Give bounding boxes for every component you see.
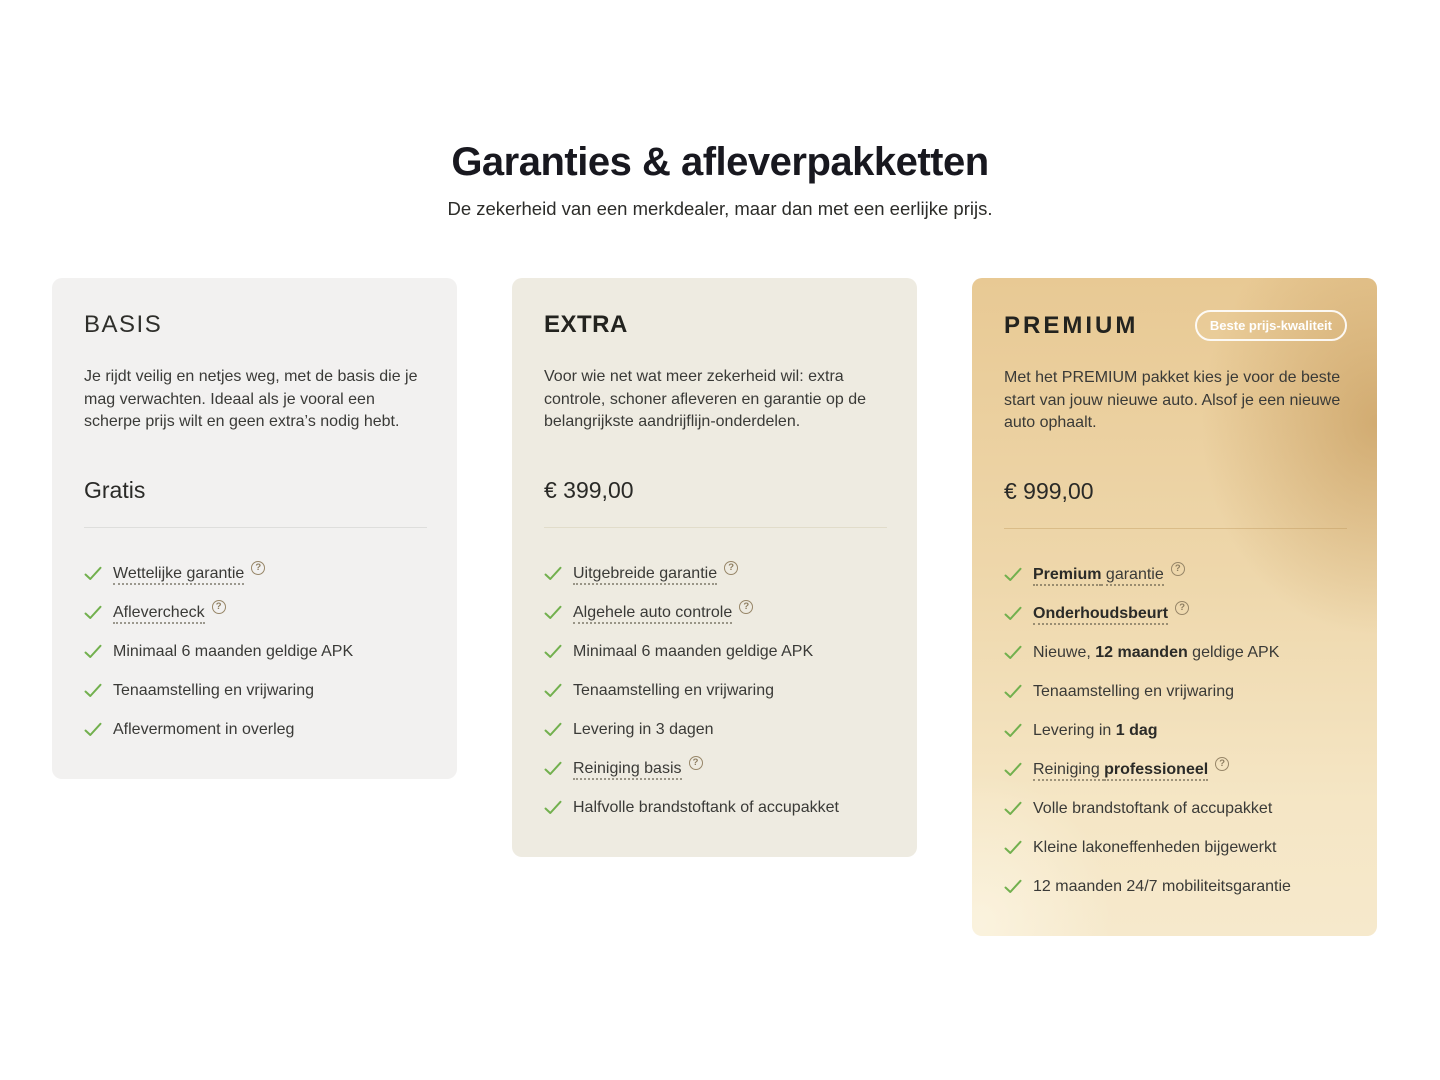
feature-label bbox=[1033, 644, 1279, 662]
feature-item bbox=[1004, 683, 1347, 701]
check-icon bbox=[1004, 684, 1022, 699]
check-icon bbox=[1004, 840, 1022, 855]
check-icon bbox=[84, 605, 102, 620]
check-icon bbox=[544, 761, 562, 776]
feature-term-link[interactable]: Wettelijke garantie bbox=[113, 565, 244, 585]
check-icon bbox=[544, 722, 562, 737]
feature-label bbox=[1033, 761, 1208, 779]
check-icon bbox=[84, 566, 102, 581]
feature-item bbox=[1004, 722, 1347, 740]
feature-item bbox=[544, 601, 887, 622]
feature-term-link[interactable]: Reiniging bbox=[1033, 761, 1104, 781]
check-icon bbox=[1004, 801, 1022, 816]
check-icon bbox=[1004, 762, 1022, 777]
feature-text: Levering in 3 dagen bbox=[573, 720, 714, 738]
check-icon bbox=[1004, 879, 1022, 894]
feature-text: geldige APK bbox=[1187, 643, 1280, 661]
feature-text: Minimaal 6 maanden geldige APK bbox=[573, 642, 814, 660]
feature-text: Tenaamstelling en vrijwaring bbox=[1033, 682, 1234, 700]
feature-text: Minimaal 6 maanden geldige APK bbox=[113, 642, 354, 660]
feature-text: 1 dag bbox=[1115, 721, 1158, 739]
feature-term-link[interactable]: Aflevercheck bbox=[113, 604, 205, 624]
divider bbox=[1004, 528, 1347, 529]
feature-term-link[interactable]: Onderhoudsbeurt bbox=[1033, 605, 1168, 625]
check-icon bbox=[1004, 606, 1022, 621]
feature-label bbox=[573, 565, 717, 583]
feature-label bbox=[573, 682, 774, 700]
package-card-premium bbox=[972, 278, 1377, 936]
feature-item bbox=[1004, 878, 1347, 896]
package-cards-row bbox=[0, 278, 1440, 936]
check-icon bbox=[84, 722, 102, 737]
divider bbox=[84, 527, 427, 528]
card-header bbox=[544, 310, 887, 340]
card-header bbox=[1004, 310, 1347, 341]
feature-item bbox=[1004, 839, 1347, 857]
check-icon bbox=[544, 566, 562, 581]
page-header bbox=[0, 0, 1440, 220]
feature-item bbox=[544, 721, 887, 739]
feature-label bbox=[1033, 839, 1276, 857]
feature-item bbox=[544, 799, 887, 817]
feature-label bbox=[1033, 800, 1272, 818]
feature-item bbox=[1004, 758, 1347, 779]
help-icon[interactable]: ? bbox=[1171, 562, 1185, 576]
feature-item bbox=[84, 601, 427, 622]
feature-item bbox=[84, 562, 427, 583]
feature-label bbox=[113, 721, 294, 739]
help-icon[interactable]: ? bbox=[1215, 757, 1229, 771]
package-card-basis bbox=[52, 278, 457, 779]
help-icon[interactable]: ? bbox=[251, 561, 265, 575]
check-icon bbox=[1004, 723, 1022, 738]
feature-text: Nieuwe, bbox=[1033, 643, 1096, 661]
feature-label bbox=[573, 799, 839, 817]
feature-term-link[interactable]: Reiniging basis bbox=[573, 760, 682, 780]
card-header bbox=[84, 310, 427, 340]
feature-label bbox=[1033, 878, 1291, 896]
feature-text: 12 maanden 24/7 mobiliteitsgarantie bbox=[1033, 877, 1291, 895]
card-price-premium: € 999,00 bbox=[1004, 477, 1094, 504]
package-card-extra bbox=[512, 278, 917, 857]
card-price-extra: € 399,00 bbox=[544, 476, 634, 503]
feature-item bbox=[544, 757, 887, 778]
feature-text: Aflevermoment in overleg bbox=[113, 720, 295, 738]
feature-item bbox=[1004, 563, 1347, 584]
card-description-extra: Voor wie net wat meer zekerheid wil: extra controle, schoner afleveren en garantie op de belangrijkste aandrijflijn-onderdelen. bbox=[544, 368, 866, 430]
feature-text: 12 maanden bbox=[1095, 643, 1188, 661]
card-title-basis: BASIS bbox=[84, 311, 163, 338]
feature-item bbox=[1004, 800, 1347, 818]
feature-item bbox=[544, 643, 887, 661]
feature-item bbox=[84, 682, 427, 700]
feature-label bbox=[1033, 566, 1164, 584]
feature-item bbox=[84, 643, 427, 661]
feature-term-link[interactable]: professioneel bbox=[1104, 761, 1208, 781]
help-icon[interactable]: ? bbox=[212, 600, 226, 614]
feature-label bbox=[113, 565, 244, 583]
feature-label bbox=[573, 604, 732, 622]
check-icon bbox=[544, 683, 562, 698]
feature-label bbox=[1033, 722, 1158, 740]
feature-text: Levering in bbox=[1033, 721, 1116, 739]
help-icon[interactable]: ? bbox=[724, 561, 738, 575]
card-description-premium: Met het PREMIUM pakket kies je voor de beste start van jouw nieuwe auto. Alsof je een nieuwe auto ophaalt. bbox=[1004, 369, 1341, 431]
feature-text: Volle brandstoftank of accupakket bbox=[1033, 799, 1273, 817]
help-icon[interactable]: ? bbox=[1175, 601, 1189, 615]
card-title-extra: EXTRA bbox=[544, 311, 628, 338]
card-title-premium: PREMIUM bbox=[1004, 311, 1139, 339]
feature-text: Tenaamstelling en vrijwaring bbox=[573, 681, 774, 699]
feature-term-link[interactable]: Algehele auto controle bbox=[573, 604, 732, 624]
page-title: Garanties & afleverpakketten bbox=[451, 140, 989, 184]
feature-label bbox=[113, 682, 314, 700]
feature-item bbox=[1004, 644, 1347, 662]
feature-list-basis bbox=[84, 562, 427, 739]
page-subtitle: De zekerheid van een merkdealer, maar dan met een eerlijke prijs. bbox=[447, 198, 993, 219]
feature-term-link[interactable]: Premium bbox=[1033, 566, 1101, 586]
feature-item bbox=[544, 562, 887, 583]
check-icon bbox=[84, 683, 102, 698]
feature-label bbox=[573, 721, 714, 739]
check-icon bbox=[544, 644, 562, 659]
check-icon bbox=[84, 644, 102, 659]
check-icon bbox=[1004, 567, 1022, 582]
feature-label bbox=[1033, 605, 1168, 623]
feature-list-premium bbox=[1004, 563, 1347, 896]
check-icon bbox=[544, 605, 562, 620]
feature-label bbox=[113, 643, 353, 661]
feature-item bbox=[1004, 602, 1347, 623]
best-value-badge: Beste prijs-kwaliteit bbox=[1195, 310, 1347, 341]
card-price-basis: Gratis bbox=[84, 476, 146, 503]
feature-label bbox=[573, 760, 682, 778]
feature-text: Kleine lakoneffenheden bijgewerkt bbox=[1033, 838, 1277, 856]
feature-label bbox=[113, 604, 205, 622]
feature-term-link[interactable]: Uitgebreide garantie bbox=[573, 565, 717, 585]
divider bbox=[544, 527, 887, 528]
feature-term-link[interactable]: garantie bbox=[1101, 566, 1163, 586]
feature-text: Halfvolle brandstoftank of accupakket bbox=[573, 798, 839, 816]
feature-label bbox=[1033, 683, 1234, 701]
check-icon bbox=[544, 800, 562, 815]
feature-item bbox=[544, 682, 887, 700]
card-description-basis: Je rijdt veilig en netjes weg, met de basis die je mag verwachten. Ideaal als je vooral een scherpe prijs wilt en geen extra’s nodig hebt. bbox=[84, 368, 418, 430]
feature-label bbox=[573, 643, 813, 661]
feature-text: Tenaamstelling en vrijwaring bbox=[113, 681, 314, 699]
help-icon[interactable]: ? bbox=[739, 600, 753, 614]
feature-list-extra bbox=[544, 562, 887, 817]
feature-item bbox=[84, 721, 427, 739]
help-icon[interactable]: ? bbox=[689, 756, 703, 770]
check-icon bbox=[1004, 645, 1022, 660]
